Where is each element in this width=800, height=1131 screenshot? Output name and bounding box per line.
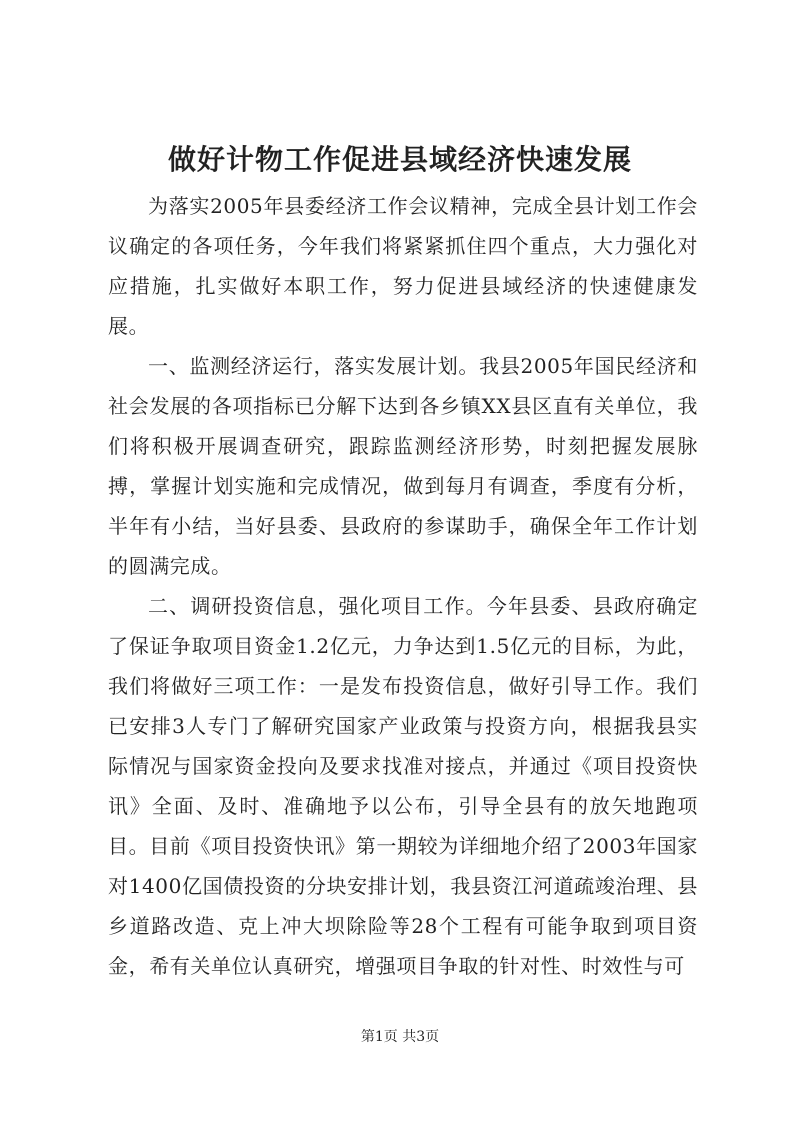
paragraph-intro: 为落实2005年县委经济工作会议精神，完成全县计划工作会议确定的各项任务，今年我们将紧紧抓住四个重点，大力强化对应措施，扎实做好本职工作，努力促进县域经济的快速健康发展。 xyxy=(108,194,698,338)
paragraph-section-1: 一、监测经济运行，落实发展计划。我县2005年国民经济和社会发展的各项指标已分解下达到各乡镇XX县区直有关单位，我们将积极开展调查研究，跟踪监测经济形势，时刻把握发展脉搏，掌握计划实施和完成情况，做到每月有调查，季度有分析，半年有小结，当好县委、县政府的参谋助手，确保全年工作计划的圆满完成。 xyxy=(108,354,698,578)
paragraph-section-2: 二、调研投资信息，强化项目工作。今年县委、县政府确定了保证争取项目资金1.2亿元，力争达到1.5亿元的目标，为此，我们将做好三项工作：一是发布投资信息，做好引导工作。我们已安排3人专门了解研究国家产业政策与投资方向，根据我县实际情况与国家资金投向及要求找准对接点，并通过《项目投资快讯》全面、及时、准确地予以公布，引导全县有的放矢地跑项目。目前《项目投资快讯》第一期较为详细地介绍了2003年国家对1400亿国债投资的分块安排计划，我县资江河道疏竣治理、县乡道路改造、克上冲大坝除险等28个工程有可能争取到项目资金，希有关单位认真研究，增强项目争取的针对性、时效性与可 xyxy=(108,594,698,978)
document-body xyxy=(108,186,698,986)
page-title: 做好计物工作促进县域经济快速发展 xyxy=(167,143,632,176)
page-footer: 第1页 共3页 xyxy=(360,1029,440,1045)
